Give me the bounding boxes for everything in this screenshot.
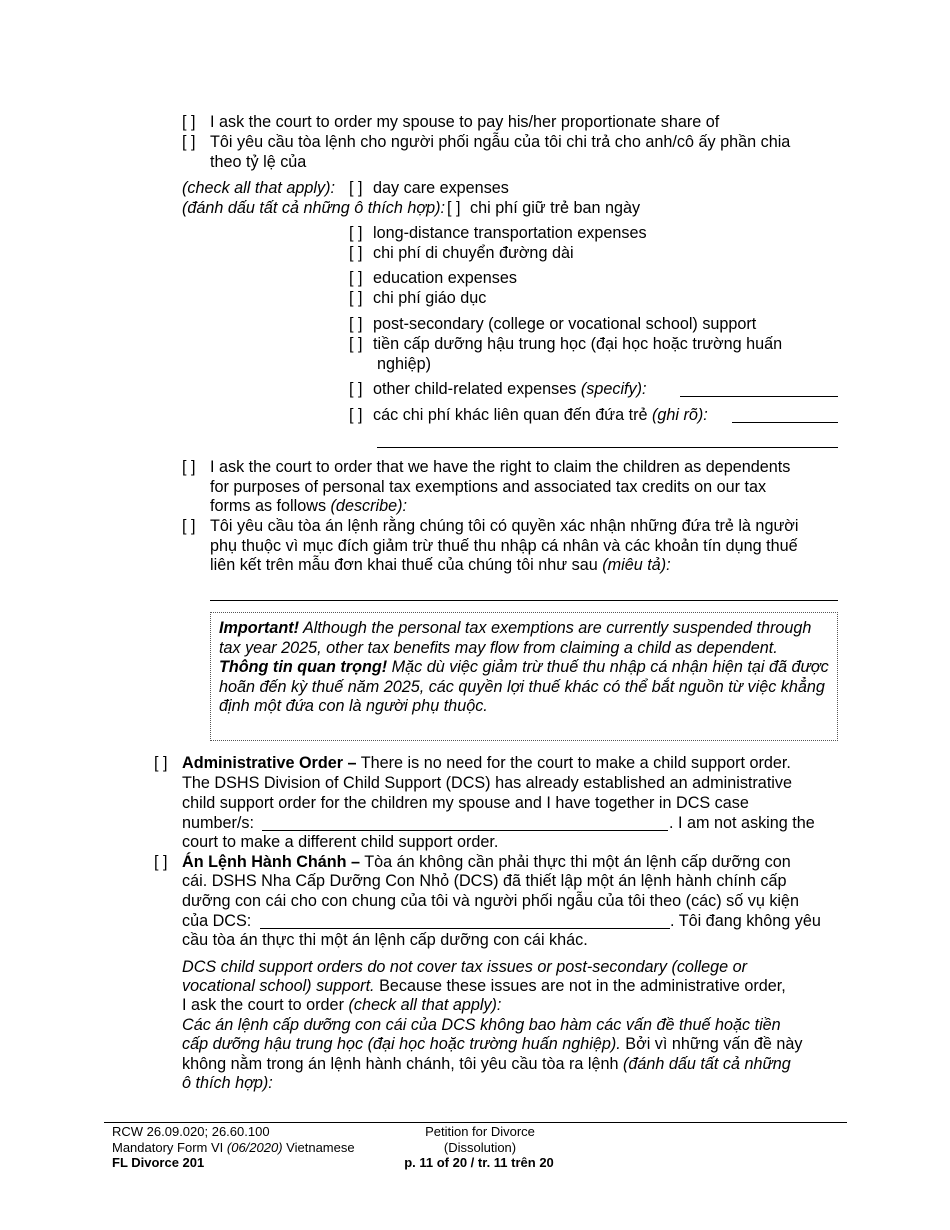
important-vi [219, 658, 829, 717]
option-transport-vi: chi phí di chuyển đường dài [373, 244, 574, 262]
footer-title: Petition for Divorce [425, 1124, 535, 1139]
dependents-vi-3-text: liên kết trên mẫu đơn khai thuế của chúng tôi như sau [210, 556, 598, 574]
admin-order-checkbox-vi[interactable]: [ ] [154, 853, 168, 871]
option-transport-checkbox-vi[interactable]: [ ] [349, 244, 363, 262]
footer-center [398, 1124, 562, 1171]
admin-order-en-1 [182, 754, 791, 774]
dependents-vi-2: phụ thuộc vì mục đích giảm trừ thuế thu nhập cá nhân và các khoản tín dụng thuế [210, 537, 798, 555]
dcs-note-vi-4: ô thích hợp): [182, 1074, 273, 1092]
important-vi-text: Mặc dù việc giảm trừ thuế thu nhập cá nhận hiện tại đã được hoãn đến kỳ thuế năm 2025, các quyền lợi thuế khác có thể bắt nguồn từ việc khẳng định một đứa con là người phụ thuộc. [219, 658, 829, 716]
admin-order-en-4a: number/s: [182, 814, 254, 832]
option-education-en: education expenses [373, 269, 517, 287]
footer-form-name: Mandatory Form VI [112, 1139, 224, 1155]
admin-order-en-4b: . I am not asking the [669, 814, 815, 832]
footer-form-id: FL Divorce 201 [112, 1155, 205, 1170]
dcs-note-en-3-text: I ask the court to order [182, 996, 344, 1014]
option-other-vi-specify: (ghi rõ): [652, 406, 708, 424]
option-other-checkbox[interactable]: [ ] [349, 380, 363, 398]
proportionate-text-vi: Tôi yêu cầu tòa lệnh cho người phối ngẫu của tôi chi trả cho anh/cô ấy phần chia [210, 133, 791, 151]
proportionate-checkbox[interactable]: [ ] [182, 113, 196, 131]
option-postsecondary-checkbox-vi[interactable]: [ ] [349, 335, 363, 353]
dcs-note-en-3-it: (check all that apply): [348, 996, 502, 1014]
dependents-vi-describe: (miêu tả): [602, 556, 671, 574]
option-transport-en: long-distance transportation expenses [373, 224, 647, 242]
proportionate-checkbox-vi[interactable]: [ ] [182, 133, 196, 151]
admin-order-checkbox[interactable]: [ ] [154, 754, 168, 772]
option-postsecondary-checkbox[interactable]: [ ] [349, 315, 363, 333]
admin-order-title-en: Administrative Order – [182, 754, 357, 772]
dcs-note-vi-3-it: (đánh dấu tất cả những [622, 1055, 791, 1073]
footer-left [112, 1124, 355, 1171]
dcs-note-en-3 [182, 996, 501, 1016]
option-education-vi: chi phí giáo dục [373, 289, 487, 307]
admin-order-en-3: child support order for the children my spouse and I have together in DCS case [182, 794, 749, 812]
dependents-describe-line[interactable] [210, 600, 838, 601]
admin-order-vi-4b: . Tôi đang không yêu [670, 912, 821, 930]
important-notice-box [210, 612, 838, 741]
admin-order-vi-3: dưỡng con cái cho con chung của tôi và người phối ngẫu của tôi theo (các) số vụ kiện [182, 892, 800, 910]
option-daycare-checkbox[interactable]: [ ] [349, 179, 363, 197]
option-other-en-text: other child-related expenses [373, 380, 577, 398]
footer-form [112, 1140, 355, 1156]
option-other-specify-field-vi[interactable] [732, 408, 838, 423]
option-postsecondary-en: post-secondary (college or vocational school) support [373, 315, 757, 333]
admin-order-en-1-text: There is no need for the court to make a child support order. [360, 754, 791, 772]
dcs-note-en-2 [182, 977, 786, 997]
important-en-text: Although the personal tax exemptions are currently suspended through tax year 2025, other tax benefits may flow from claiming a child as dependent. [219, 619, 812, 657]
admin-order-en-5: court to make a different child support order. [182, 833, 499, 851]
dependents-en-3 [210, 497, 407, 517]
option-other-checkbox-vi[interactable]: [ ] [349, 406, 363, 424]
admin-order-vi-5: cầu tòa án thực thi một án lệnh cấp dưỡng con cái khác. [182, 931, 588, 949]
option-other-en [373, 380, 647, 400]
dcs-note-en-1: DCS child support orders do not cover tax issues or post-secondary (college or [182, 958, 748, 976]
dcs-case-number-field-vi[interactable] [260, 914, 670, 929]
dependents-checkbox[interactable]: [ ] [182, 458, 196, 476]
option-education-checkbox-vi[interactable]: [ ] [349, 289, 363, 307]
proportionate-text-vi-2: theo tỷ lệ của [210, 153, 307, 171]
admin-order-vi-4a: của DCS: [182, 912, 252, 930]
important-vi-label: Thông tin quan trọng! [219, 658, 388, 677]
check-all-label-vi: (đánh dấu tất cả những ô thích hợp): [182, 199, 446, 217]
admin-order-title-vi: Án Lệnh Hành Chánh – [182, 853, 361, 871]
dependents-vi-1: Tôi yêu cầu tòa án lệnh rằng chúng tôi có quyền xác nhận những đứa trẻ là người [210, 517, 799, 535]
dependents-vi-3 [210, 556, 671, 576]
option-postsecondary-vi-2: nghiệp) [377, 355, 432, 373]
dependents-en-describe: (describe): [330, 497, 408, 515]
admin-order-vi-2: cái. DSHS Nha Cấp Dưỡng Con Nhỏ (DCS) đã thiết lập một án lệnh hành chính cấp [182, 872, 787, 890]
dcs-note-en-2-text: Because these issues are not in the administrative order, [379, 977, 786, 995]
dependents-checkbox-vi[interactable]: [ ] [182, 517, 196, 535]
option-postsecondary-vi: tiền cấp dưỡng hậu trung học (đại học hoặc trường huấn [373, 335, 783, 353]
dependents-en-2: for purposes of personal tax exemptions and associated tax credits on our tax [210, 478, 767, 496]
option-other-vi-text: các chi phí khác liên quan đến đứa trẻ [373, 406, 648, 424]
option-daycare-vi: chi phí giữ trẻ ban ngày [470, 199, 641, 217]
dcs-note-vi-2-it: cấp dưỡng hậu trung học (đại học hoặc trường huấn nghiệp). [182, 1035, 621, 1053]
option-daycare-checkbox-vi[interactable]: [ ] [447, 199, 461, 217]
dcs-case-number-field[interactable] [262, 816, 668, 831]
page-number: p. 11 of 20 / tr. 11 trên 20 [404, 1155, 554, 1170]
proportionate-text-en: I ask the court to order my spouse to pay his/her proportionate share of [210, 113, 720, 131]
dcs-note-vi-2-text: Bởi vì những vấn đề này [625, 1035, 803, 1053]
dcs-note-vi-2 [182, 1035, 802, 1055]
important-en [219, 619, 829, 658]
admin-order-vi-1-text: Tòa án không cần phải thực thi một án lệnh cấp dưỡng con [364, 853, 791, 871]
footer-rcw: RCW 26.09.020; 26.60.100 [112, 1124, 270, 1139]
option-education-checkbox[interactable]: [ ] [349, 269, 363, 287]
dcs-note-vi-3-text: không nằm trong án lệnh hành chánh, tôi yêu cầu tòa ra lệnh [182, 1055, 619, 1073]
important-en-label: Important! [219, 619, 300, 637]
dependents-en-3-text: forms as follows [210, 497, 327, 515]
dcs-note-vi-3 [182, 1055, 791, 1075]
option-other-vi [373, 406, 708, 426]
footer-form-date: (06/2020) [226, 1139, 283, 1155]
option-other-specify-field[interactable] [680, 382, 838, 397]
option-daycare-en: day care expenses [373, 179, 509, 197]
footer-subtitle: (Dissolution) [443, 1139, 517, 1155]
footer-form-lang: Vietnamese [286, 1139, 355, 1155]
admin-order-en-2: The DSHS Division of Child Support (DCS) has already established an administrative [182, 774, 793, 792]
option-transport-checkbox[interactable]: [ ] [349, 224, 363, 242]
dcs-note-vi-1: Các án lệnh cấp dưỡng con cái của DCS không bao hàm các vấn đề thuế hoặc tiền [182, 1016, 781, 1034]
footer-divider [104, 1122, 847, 1123]
dependents-en-1: I ask the court to order that we have the right to claim the children as dependents [210, 458, 791, 476]
dcs-note-en-2-it: vocational school) support. [182, 977, 375, 995]
option-other-extra-line[interactable] [377, 447, 838, 448]
admin-order-vi-1 [182, 853, 791, 873]
option-other-specify: (specify): [580, 380, 647, 398]
check-all-label-en: (check all that apply): [182, 179, 335, 197]
